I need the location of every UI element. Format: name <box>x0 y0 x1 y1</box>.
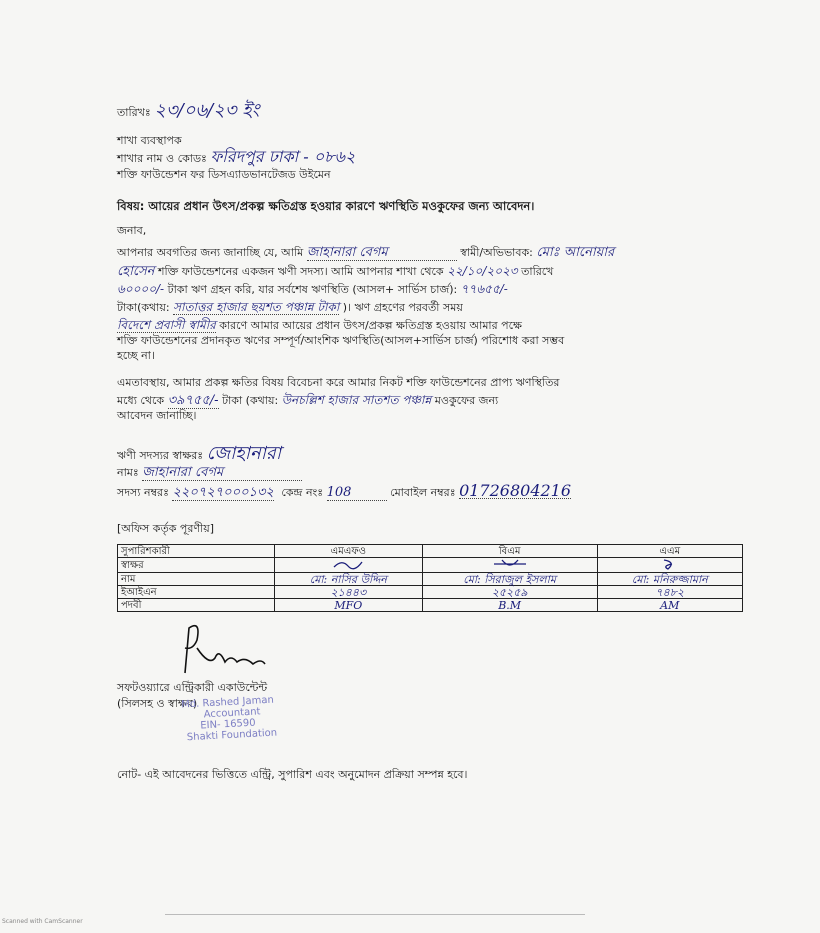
row-label: ইআইএন <box>118 586 275 599</box>
table-row <box>118 558 743 573</box>
organization-name: শক্তি ফাউন্ডেশন ফর ডিসএ্যাডভানটেজড উইমেন <box>117 168 331 181</box>
member-number: ২২০৭২৭০০০১৩২ <box>172 485 274 500</box>
centre-label: কেন্দ্র নংঃ <box>281 486 324 499</box>
table-cell: মো: মনিরুজ্জামান <box>597 573 742 586</box>
member-name-line <box>117 466 302 481</box>
accountant-signature-icon <box>175 618 275 678</box>
scanner-watermark: Scanned with CamScanner <box>2 918 83 925</box>
salutation: জনাব, <box>117 224 147 237</box>
signature-cell <box>597 558 742 573</box>
branch-label: শাখার নাম ও কোডঃ <box>117 152 207 165</box>
para2-line1: এমতাবস্থায়, আমার প্রকল্প ক্ষতির বিষয় বিবেচনা করে আমার নিকট শক্তি ফাউন্ডেশনের প্রাপ্য ঋণস্থিতির <box>117 376 560 389</box>
loan-balance: ৭৭৬৫৫/- <box>460 282 508 296</box>
stamp-title: Accountant <box>203 706 261 721</box>
table-cell: ৭৪৮২ <box>597 586 742 599</box>
member-signature: জোহানারা <box>206 443 282 464</box>
member-number-label: সদস্য নম্বরঃ <box>117 486 169 499</box>
centre-number: 108 <box>327 486 387 501</box>
table-cell: ২৫২৫৯ <box>422 586 597 599</box>
branch-value: ফরিদপুর ঢাকা - ০৮৬২ <box>210 147 356 166</box>
recipient-title: শাখা ব্যবস্থাপক <box>117 134 182 147</box>
table-header-cell: এমএফও <box>275 545 423 558</box>
balance-in-words: সাতাত্তর হাজার ছয়শত পঞ্চান্ন টাকা <box>173 300 340 314</box>
table-cell: MFO <box>275 599 423 612</box>
para1-text: টাকা ঋণ গ্রহন করি, যার সর্বশেষ ঋণস্থিতি (আসল+ সার্ভিস চার্জ): <box>167 283 458 296</box>
para1-line3 <box>117 282 508 297</box>
para1-line2 <box>117 264 553 279</box>
signature-cell <box>275 558 423 573</box>
table-cell: মো: সিরাজুল ইসলাম <box>422 573 597 586</box>
member-signature-line <box>117 443 282 464</box>
date-value: ২৩/০৬/২৩ ইং <box>154 100 260 121</box>
guardian-label: স্বামী/অভিভাবক: <box>460 246 533 259</box>
para1-text: আপনার অবগতির জন্য জানাচ্ছি যে, আমি <box>117 246 304 259</box>
para2-line3: আবেদন জানাচ্ছি। <box>117 409 197 422</box>
stamp-name: Md. Rashed Jaman <box>180 694 275 711</box>
table-row <box>118 573 743 586</box>
table-cell: B.M <box>422 599 597 612</box>
row-label: পদবী <box>118 599 275 612</box>
loss-reason: বিদেশে প্রবাসী স্বামীর <box>117 318 216 332</box>
accountant-sub-label: (সিলসহ ও স্বাক্ষর) <box>117 697 198 710</box>
guardian-name-part2: হোসেন <box>117 264 155 279</box>
guardian-name-part1: মোঃ আনোয়ার <box>536 245 615 260</box>
date-line <box>117 100 260 121</box>
mobile-label: মোবাইল নম্বরঃ <box>390 486 456 499</box>
para2-text: মধ্যে থেকে <box>117 394 165 407</box>
para2-text: টাকা (কথায়: <box>222 394 279 407</box>
table-header-cell: এএম <box>597 545 742 558</box>
branch-line <box>117 147 356 166</box>
para1-line4 <box>117 300 463 315</box>
table-cell: মো: নাসির উদ্দিন <box>275 573 423 586</box>
stamp-org: Shakti Foundation <box>186 727 278 744</box>
member-signature-label: ঋণী সদস্যর স্বাক্ষরঃ <box>117 449 204 462</box>
accountant-stamp <box>181 695 277 744</box>
handwritten-signature-icon <box>650 558 690 570</box>
loan-date: ২২/১০/২০২৩ <box>447 264 518 278</box>
loan-amount: ৬০০০০/- <box>117 282 165 296</box>
table-cell: ২১৪৪৩ <box>275 586 423 599</box>
subject-line: বিষয়: আয়ের প্রধান উৎস/প্রকল্প ক্ষতিগ্রস্ত হওয়ার কারণে ঋণস্থিতি মওকুফের জন্য আবেদন। <box>117 199 535 213</box>
accountant-label: সফটওয়্যারে এন্ট্রিকারী একাউন্টেন্ট <box>117 681 268 694</box>
para1-line7: হচ্ছে না। <box>117 349 155 362</box>
para1-text: )। ঋণ গ্রহণের পরবর্তী সময় <box>342 301 463 314</box>
date-label: তারিখঃ <box>117 106 151 119</box>
page-bottom-line <box>165 914 585 915</box>
para1-text: কারণে আমার আয়ের প্রধান উৎস/প্রকল্প ক্ষতিগ্রস্ত হওয়ায় আমার পক্ষে <box>219 319 522 332</box>
para2-line2 <box>117 393 498 409</box>
mobile-number: 01726804216 <box>459 481 572 500</box>
table-row <box>118 586 743 599</box>
applicant-name: জাহানারা বেগম <box>307 246 457 261</box>
recommendation-table <box>117 544 743 612</box>
member-name-label: নামঃ <box>117 466 139 479</box>
footer-note: নোট- এই আবেদনের ভিত্তিতে এন্ট্রি, সুপারিশ এবং অনুমোদন প্রক্রিয়া সম্পন্ন হবে। <box>117 768 468 781</box>
para1-text: শক্তি ফাউন্ডেশনের একজন ঋণী সদস্য। আমি আপনার শাখা থেকে <box>157 265 444 278</box>
para1-line1 <box>117 246 614 261</box>
handwritten-signature-icon <box>328 558 368 570</box>
stamp-ein: EIN- 16590 <box>200 717 256 732</box>
row-label: স্বাক্ষর <box>118 558 275 573</box>
member-number-line <box>117 481 572 501</box>
row-label: নাম <box>118 573 275 586</box>
member-name: জাহানারা বেগম <box>142 466 302 481</box>
waive-amount-words: উনচল্লিশ হাজার সাতশত পঞ্চান্ন <box>281 393 432 407</box>
waive-amount: ৩৯৭৫৫/- <box>167 393 219 408</box>
table-header-cell: বিএম <box>422 545 597 558</box>
office-use-note: [অফিস কর্তৃক পূরণীয়] <box>117 522 214 535</box>
para1-text: তারিখে <box>521 265 554 278</box>
para1-line5 <box>117 318 522 333</box>
para1-line6: শক্তি ফাউন্ডেশনের প্রদানকৃত ঋণের সম্পূর্ণ/আংশিক ঋণস্থিতি(আসল+সার্ভিস চার্জ) পরিশোধ করা সম্ভব <box>117 334 565 347</box>
handwritten-signature-icon <box>490 558 530 570</box>
signature-cell <box>422 558 597 573</box>
para1-text: টাকা(কথায়: <box>117 301 170 314</box>
table-header-row <box>118 545 743 558</box>
table-header-cell: সুপারিশকারী <box>118 545 275 558</box>
table-cell: AM <box>597 599 742 612</box>
para2-text: মওকুফের জন্য <box>434 394 499 407</box>
table-row <box>118 599 743 612</box>
